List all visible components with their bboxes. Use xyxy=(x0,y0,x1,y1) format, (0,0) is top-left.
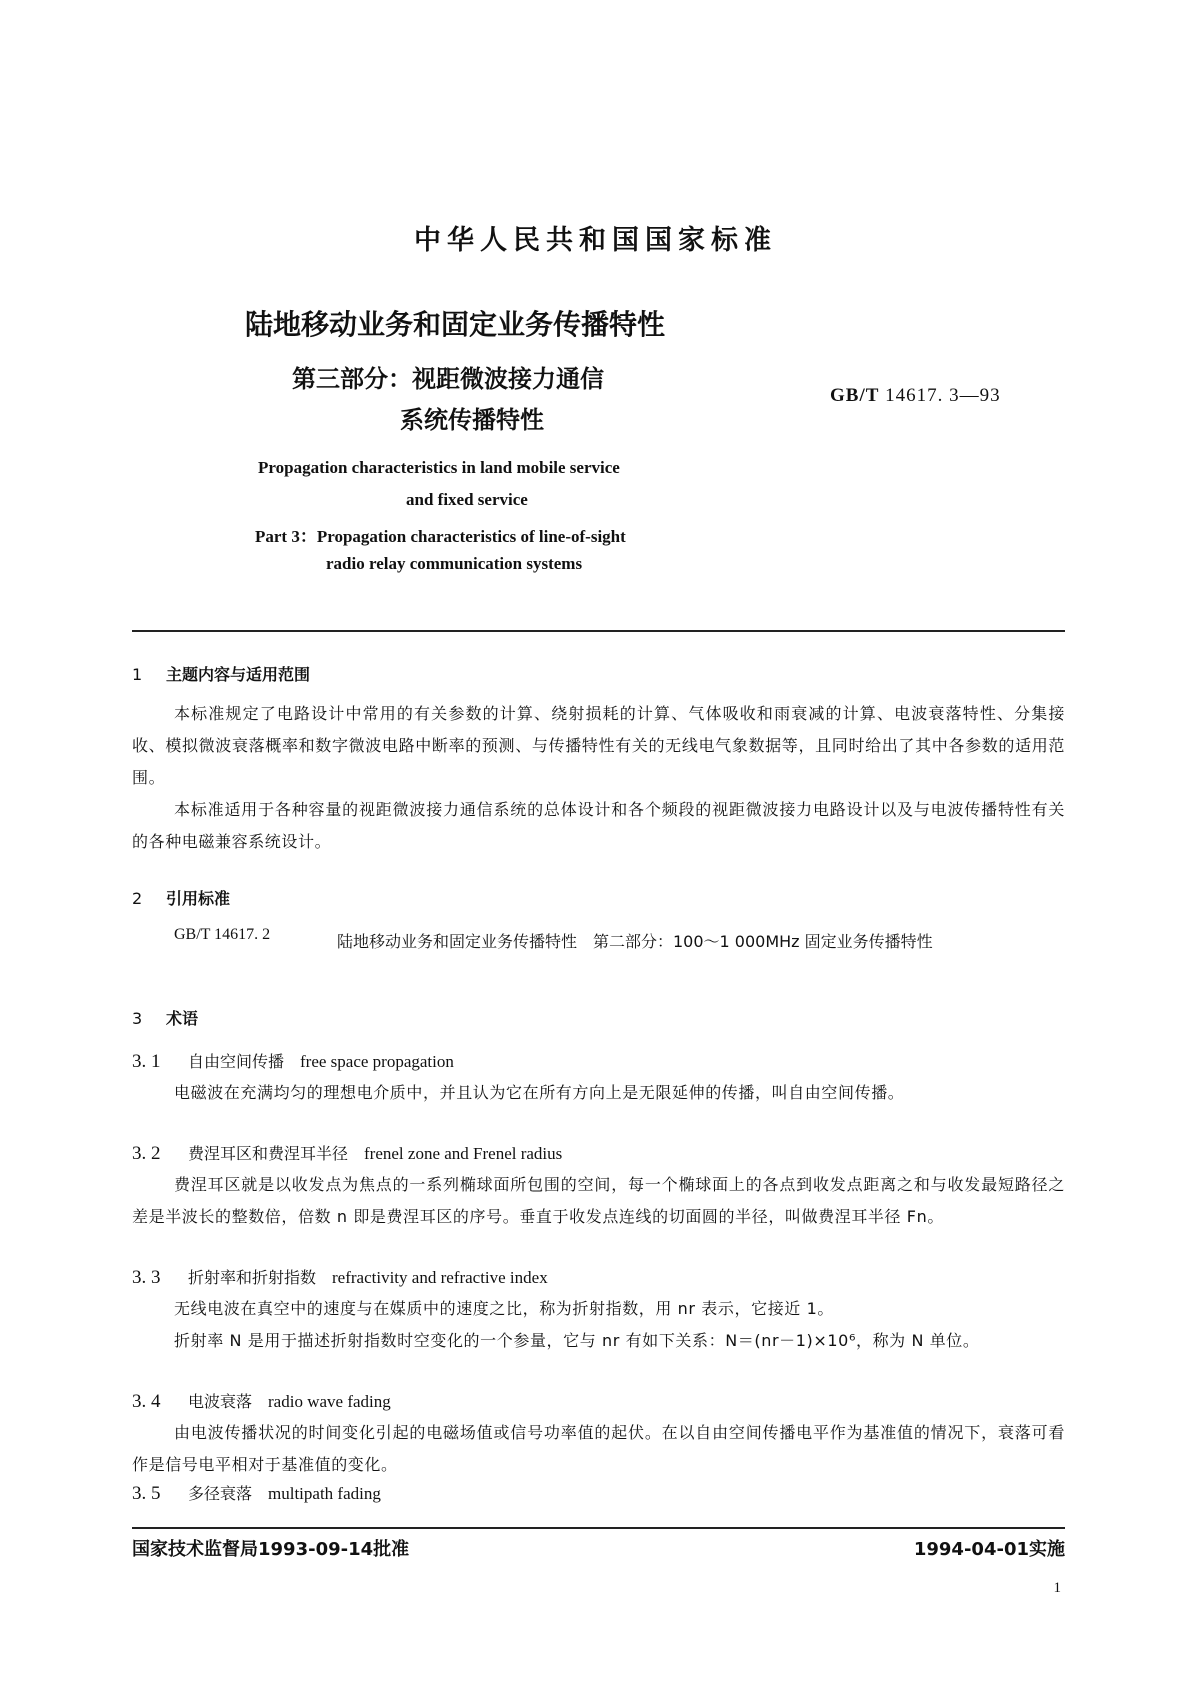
term-3-1-definition: 电磁波在充满均匀的理想电介质中，并且认为它在所有方向上是无限延伸的传播，叫自由空间传播。 xyxy=(174,1083,905,1102)
term-3-4-heading xyxy=(132,1389,391,1413)
title-zh-line1: 陆地移动业务和固定业务传播特性 xyxy=(245,308,666,341)
reference-code: GB/T 14617. 2 xyxy=(174,926,271,943)
reference-title: 陆地移动业务和固定业务传播特性 第二部分：100～1 000MHz 固定业务传播特性 xyxy=(337,932,933,951)
section-1-heading xyxy=(132,662,310,685)
term-3-5-heading xyxy=(132,1481,381,1505)
section-1-paragraph-2: 本标准适用于各种容量的视距微波接力通信系统的总体设计和各个频段的视距微波接力电路设计以及与电波传播特性有关的各种电磁兼容系统设计。 xyxy=(132,800,1065,851)
term-zh: 多径衰落 xyxy=(188,1484,253,1503)
section-number: 1 xyxy=(132,665,143,684)
title-zh-line2: 第三部分：视距微波接力通信 xyxy=(292,365,604,393)
term-zh: 电波衰落 xyxy=(188,1392,253,1411)
section-3-heading xyxy=(132,1006,198,1029)
page-number: 1 xyxy=(1053,1580,1061,1596)
term-en: free space propagation xyxy=(300,1052,454,1071)
term-zh: 费涅耳区和费涅耳半径 xyxy=(188,1144,349,1163)
section-2-heading xyxy=(132,886,230,909)
standard-prefix: GB/T xyxy=(830,385,880,406)
standard-number xyxy=(830,385,1001,407)
approval-date: 国家技术监督局1993-09-14批准 xyxy=(132,1539,410,1560)
title-en-line2: and fixed service xyxy=(406,490,528,509)
term-number: 3. 3 xyxy=(132,1267,161,1288)
term-3-4-definition: 由电波传播状况的时间变化引起的电磁场值或信号功率值的起伏。在以自由空间传播电平作为基准值的情况下，衰落可看作是信号电平相对于基准值的变化。 xyxy=(132,1423,1065,1474)
section-number: 2 xyxy=(132,889,143,908)
term-zh: 折射率和折射指数 xyxy=(188,1268,317,1287)
term-number: 3. 2 xyxy=(132,1143,161,1164)
term-3-3-heading xyxy=(132,1265,548,1289)
section-number: 3 xyxy=(132,1009,143,1028)
national-standard-heading: 中华人民共和国国家标准 xyxy=(414,225,777,256)
section-title: 引用标准 xyxy=(166,889,231,908)
term-number: 3. 1 xyxy=(132,1051,161,1072)
section-1-paragraph-1: 本标准规定了电路设计中常用的有关参数的计算、绕射损耗的计算、气体吸收和雨衰减的计算、电波衰落特性、分集接收、模拟微波衰落概率和数字微波电路中断率的预测、与传播特性有关的无线电气象数据等，且同时给出了其中各参数的适用范围。 xyxy=(132,704,1065,787)
term-zh: 自由空间传播 xyxy=(188,1052,285,1071)
term-en: multipath fading xyxy=(268,1484,381,1503)
term-en: refractivity and refractive index xyxy=(332,1268,548,1287)
implementation-date: 1994-04-01实施 xyxy=(913,1539,1065,1560)
term-en: radio wave fading xyxy=(268,1392,391,1411)
term-3-2-definition: 费涅耳区就是以收发点为焦点的一系列椭球面所包围的空间，每一个椭球面上的各点到收发点距离之和与收发最短路径之差是半波长的整数倍，倍数 n 即是费涅耳区的序号。垂直于收发点连线的切面圆的半径，叫做费涅耳半径 Fn。 xyxy=(132,1175,1065,1226)
title-zh-line3: 系统传播特性 xyxy=(400,406,544,434)
term-3-2-heading xyxy=(132,1141,562,1165)
header-divider xyxy=(132,630,1065,632)
title-en-line3: Part 3：Propagation characteristics of line-of-sight xyxy=(255,527,626,546)
term-number: 3. 5 xyxy=(132,1483,161,1504)
footer-divider xyxy=(132,1527,1065,1529)
term-3-3-definition-2: 折射率 N 是用于描述折射指数时空变化的一个参量，它与 nr 有如下关系：N＝(nr－1)×10⁶，称为 N 单位。 xyxy=(174,1331,980,1350)
term-3-1-heading xyxy=(132,1049,454,1073)
term-en: frenel zone and Frenel radius xyxy=(364,1144,563,1163)
title-en-line4: radio relay communication systems xyxy=(326,554,583,573)
section-title: 主题内容与适用范围 xyxy=(166,665,311,684)
title-en-line1: Propagation characteristics in land mobile service xyxy=(258,458,620,477)
term-number: 3. 4 xyxy=(132,1391,161,1412)
section-title: 术语 xyxy=(166,1009,199,1028)
term-3-3-definition-1: 无线电波在真空中的速度与在媒质中的速度之比，称为折射指数，用 nr 表示，它接近 1。 xyxy=(174,1299,834,1318)
standard-code: 14617. 3—93 xyxy=(885,385,1001,406)
